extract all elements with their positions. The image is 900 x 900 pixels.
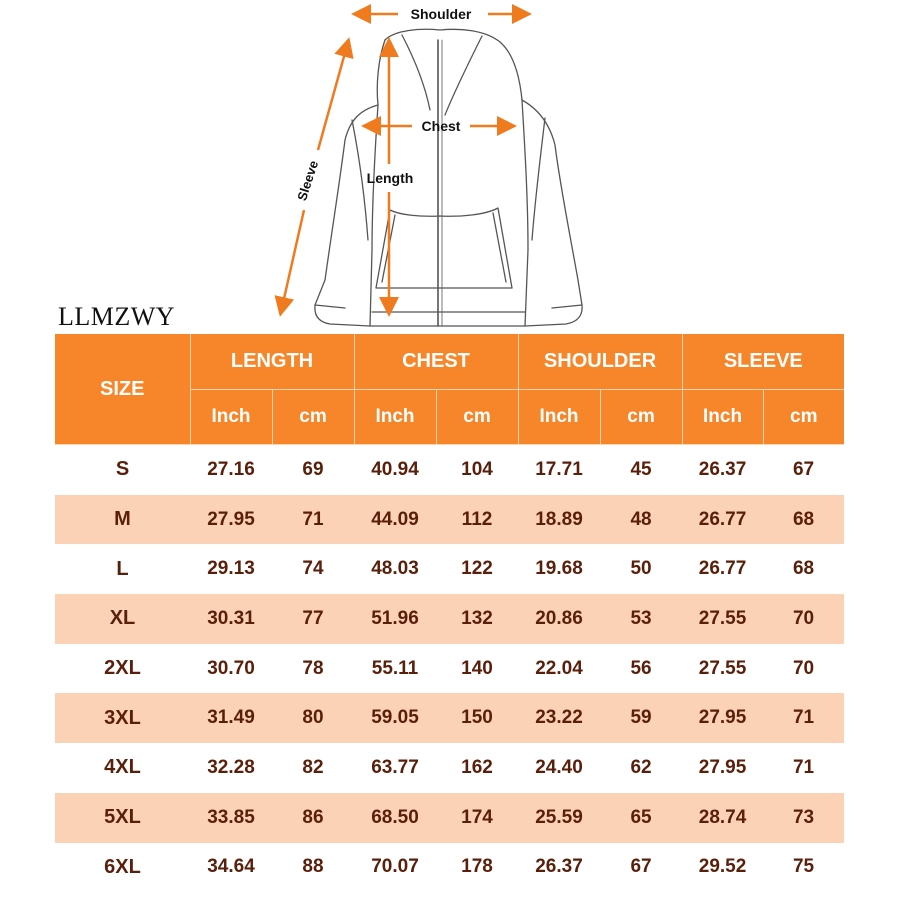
value-cell: 73 <box>763 793 844 843</box>
value-cell: 69 <box>272 445 354 495</box>
size-chart-table <box>55 334 844 892</box>
length-label: Length <box>366 170 414 186</box>
value-cell: 162 <box>436 743 518 793</box>
value-cell: 33.85 <box>190 793 272 843</box>
unit-header: Inch <box>190 390 272 445</box>
chest-label: Chest <box>421 118 461 134</box>
table-row <box>55 843 844 893</box>
value-cell: 27.16 <box>190 445 272 495</box>
value-cell: 59 <box>600 693 682 743</box>
table-row <box>55 793 844 843</box>
value-cell: 78 <box>272 644 354 694</box>
value-cell: 75 <box>763 843 844 893</box>
unit-header: Inch <box>682 390 763 445</box>
value-cell: 26.77 <box>682 495 763 545</box>
unit-header: cm <box>436 390 518 445</box>
value-cell: 112 <box>436 495 518 545</box>
sleeve-group-header: SLEEVE <box>682 334 844 390</box>
value-cell: 30.31 <box>190 594 272 644</box>
table-row <box>55 495 844 545</box>
chest-group-header: CHEST <box>354 334 518 390</box>
value-cell: 150 <box>436 693 518 743</box>
unit-header: cm <box>763 390 844 445</box>
unit-header: Inch <box>518 390 600 445</box>
value-cell: 68 <box>763 544 844 594</box>
value-cell: 77 <box>272 594 354 644</box>
value-cell: 17.71 <box>518 445 600 495</box>
value-cell: 32.28 <box>190 743 272 793</box>
value-cell: 63.77 <box>354 743 436 793</box>
size-table-body <box>55 445 844 893</box>
value-cell: 104 <box>436 445 518 495</box>
shoulder-group-header: SHOULDER <box>518 334 682 390</box>
value-cell: 44.09 <box>354 495 436 545</box>
value-cell: 56 <box>600 644 682 694</box>
length-arrow <box>367 42 414 312</box>
value-cell: 53 <box>600 594 682 644</box>
value-cell: 122 <box>436 544 518 594</box>
value-cell: 178 <box>436 843 518 893</box>
value-cell: 140 <box>436 644 518 694</box>
value-cell: 27.55 <box>682 594 763 644</box>
size-cell: M <box>55 495 190 545</box>
value-cell: 82 <box>272 743 354 793</box>
table-row <box>55 544 844 594</box>
value-cell: 28.74 <box>682 793 763 843</box>
size-cell: 4XL <box>55 743 190 793</box>
hoodie-illustration <box>315 29 582 326</box>
value-cell: 132 <box>436 594 518 644</box>
value-cell: 67 <box>600 843 682 893</box>
size-cell: 6XL <box>55 843 190 893</box>
value-cell: 86 <box>272 793 354 843</box>
sleeve-label: Sleeve <box>294 158 322 203</box>
unit-header: cm <box>272 390 354 445</box>
value-cell: 26.37 <box>518 843 600 893</box>
value-cell: 71 <box>763 693 844 743</box>
value-cell: 27.95 <box>682 693 763 743</box>
table-row <box>55 693 844 743</box>
value-cell: 40.94 <box>354 445 436 495</box>
value-cell: 48.03 <box>354 544 436 594</box>
size-cell: 5XL <box>55 793 190 843</box>
table-row <box>55 594 844 644</box>
unit-header: cm <box>600 390 682 445</box>
size-cell: XL <box>55 594 190 644</box>
value-cell: 18.89 <box>518 495 600 545</box>
value-cell: 48 <box>600 495 682 545</box>
value-cell: 70 <box>763 594 844 644</box>
value-cell: 174 <box>436 793 518 843</box>
value-cell: 51.96 <box>354 594 436 644</box>
size-column-header: SIZE <box>55 334 190 445</box>
value-cell: 25.59 <box>518 793 600 843</box>
brand-name: LLMZWY <box>58 302 176 331</box>
shoulder-arrow <box>356 6 527 22</box>
value-cell: 29.13 <box>190 544 272 594</box>
value-cell: 26.77 <box>682 544 763 594</box>
value-cell: 71 <box>272 495 354 545</box>
value-cell: 50 <box>600 544 682 594</box>
measurement-diagram <box>0 0 900 335</box>
length-group-header: LENGTH <box>190 334 354 390</box>
value-cell: 68 <box>763 495 844 545</box>
value-cell: 27.95 <box>190 495 272 545</box>
unit-header: Inch <box>354 390 436 445</box>
value-cell: 19.68 <box>518 544 600 594</box>
value-cell: 55.11 <box>354 644 436 694</box>
value-cell: 24.40 <box>518 743 600 793</box>
value-cell: 26.37 <box>682 445 763 495</box>
size-cell: L <box>55 544 190 594</box>
value-cell: 22.04 <box>518 644 600 694</box>
value-cell: 65 <box>600 793 682 843</box>
value-cell: 45 <box>600 445 682 495</box>
value-cell: 34.64 <box>190 843 272 893</box>
size-cell: 2XL <box>55 644 190 694</box>
value-cell: 74 <box>272 544 354 594</box>
value-cell: 59.05 <box>354 693 436 743</box>
value-cell: 68.50 <box>354 793 436 843</box>
value-cell: 67 <box>763 445 844 495</box>
value-cell: 71 <box>763 743 844 793</box>
table-row <box>55 445 844 495</box>
value-cell: 30.70 <box>190 644 272 694</box>
value-cell: 27.95 <box>682 743 763 793</box>
table-row <box>55 644 844 694</box>
value-cell: 62 <box>600 743 682 793</box>
value-cell: 20.86 <box>518 594 600 644</box>
size-cell: S <box>55 445 190 495</box>
value-cell: 70 <box>763 644 844 694</box>
value-cell: 29.52 <box>682 843 763 893</box>
value-cell: 88 <box>272 843 354 893</box>
value-cell: 27.55 <box>682 644 763 694</box>
sleeve-arrow <box>281 42 348 312</box>
value-cell: 80 <box>272 693 354 743</box>
value-cell: 31.49 <box>190 693 272 743</box>
shoulder-label: Shoulder <box>410 6 472 22</box>
size-cell: 3XL <box>55 693 190 743</box>
table-row <box>55 743 844 793</box>
value-cell: 23.22 <box>518 693 600 743</box>
value-cell: 70.07 <box>354 843 436 893</box>
